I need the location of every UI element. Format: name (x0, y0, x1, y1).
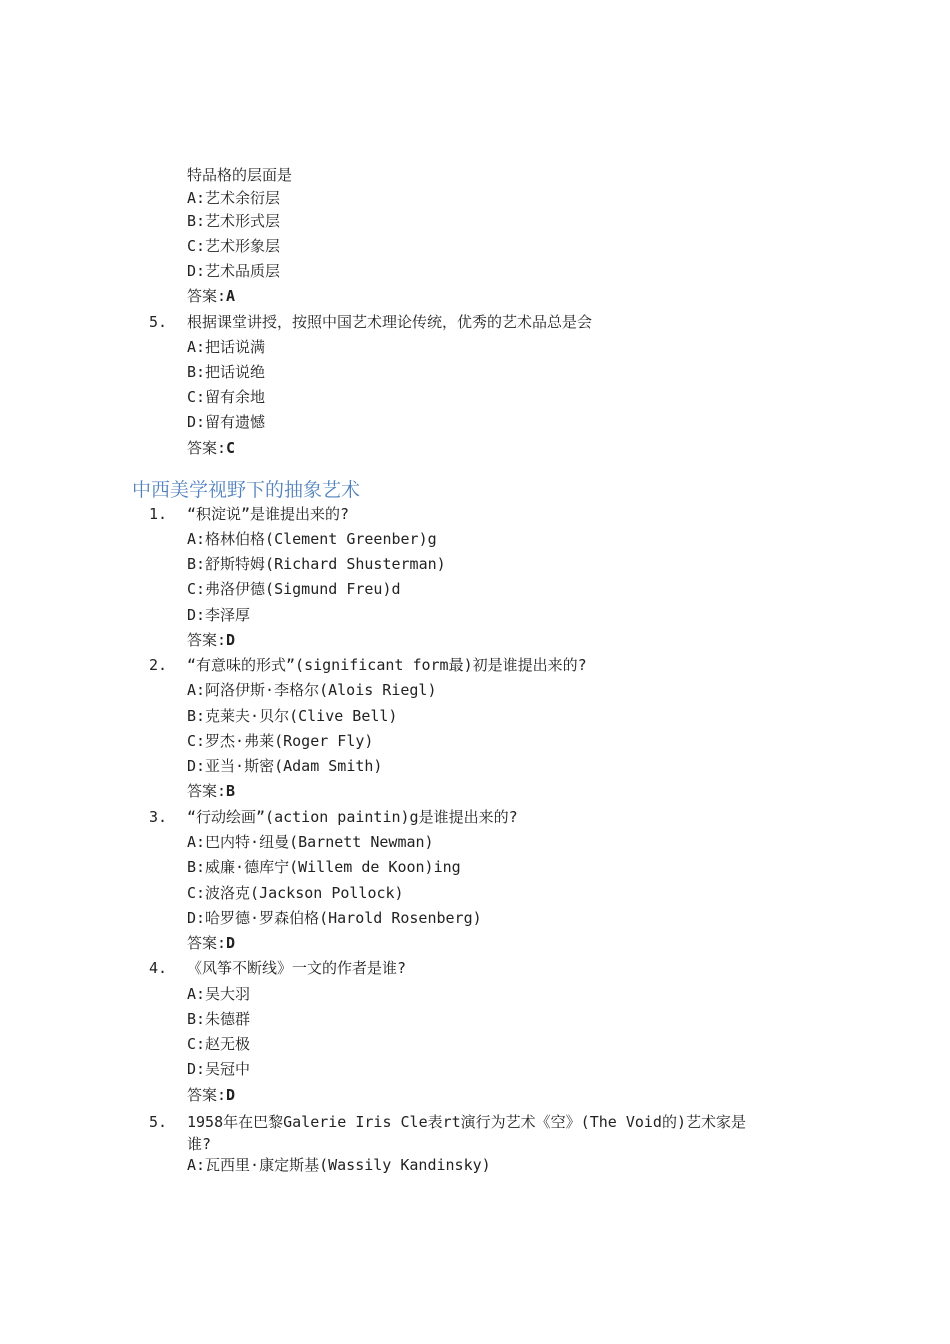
answer-label: 答案: (187, 439, 227, 457)
question-stem-line-2: 谁? (187, 1135, 212, 1153)
answer-line (187, 933, 235, 953)
option-d: D:哈罗德·罗森伯格(Harold Rosenberg) (187, 909, 482, 927)
question-stem: 根据课堂讲授，按照中国艺术理论传统，优秀的艺术品总是会 (187, 313, 593, 331)
answer-value: A (226, 287, 236, 305)
option-a: A:巴内特·纽曼(Barnett Newman) (187, 833, 434, 851)
answer-label: 答案: (187, 934, 227, 952)
option-c: C:弗洛伊德(Sigmund Freu)d (187, 580, 401, 598)
answer-label: 答案: (187, 1086, 227, 1104)
question-number: 1. (149, 505, 168, 523)
option-d: D:艺术品质层 (187, 262, 281, 280)
option-b: B:把话说绝 (187, 363, 266, 381)
answer-value: D (226, 934, 236, 952)
question-stem: “行动绘画”(action paintin)g是谁提出来的? (187, 808, 518, 826)
option-a: A:艺术余衍层 (187, 189, 281, 207)
option-a: A:把话说满 (187, 338, 266, 356)
option-d: D:吴冠中 (187, 1060, 251, 1078)
question-stem: 《风筝不断线》一文的作者是谁? (187, 959, 407, 977)
option-a: A:阿洛伊斯·李格尔(Alois Riegl) (187, 681, 437, 699)
option-c: C:艺术形象层 (187, 237, 281, 255)
answer-line (187, 438, 235, 458)
answer-value: D (226, 631, 236, 649)
option-d: D:亚当·斯密(Adam Smith) (187, 757, 383, 775)
question-number: 5. (149, 313, 168, 331)
answer-value: D (226, 1086, 236, 1104)
question-number: 2. (149, 656, 168, 674)
answer-label: 答案: (187, 782, 227, 800)
answer-value: B (226, 782, 236, 800)
option-d: D:李泽厚 (187, 606, 251, 624)
answer-line (187, 630, 235, 650)
option-a: A:瓦西里·康定斯基(Wassily Kandinsky) (187, 1156, 491, 1174)
answer-line (187, 781, 235, 801)
option-b: B:舒斯特姆(Richard Shusterman) (187, 555, 446, 573)
answer-label: 答案: (187, 631, 227, 649)
option-c: C:赵无极 (187, 1035, 251, 1053)
answer-value: C (226, 439, 236, 457)
option-b: B:朱德群 (187, 1010, 251, 1028)
option-a: A:吴大羽 (187, 985, 251, 1003)
question-stem: “有意味的形式”(significant form最)初是谁提出来的? (187, 656, 587, 674)
section-title: 中西美学视野下的抽象艺术 (132, 479, 361, 501)
option-b: B:艺术形式层 (187, 212, 281, 230)
option-c: C:留有余地 (187, 388, 266, 406)
option-c: C:罗杰·弗莱(Roger Fly) (187, 732, 374, 750)
answer-line (187, 1085, 235, 1105)
option-a: A:格林伯格(Clement Greenber)g (187, 530, 437, 548)
question-number: 5. (149, 1113, 168, 1131)
question-number: 4. (149, 959, 168, 977)
answer-line (187, 286, 235, 306)
question-stem: “积淀说”是谁提出来的? (187, 505, 350, 523)
question-number: 3. (149, 808, 168, 826)
question-stem-tail: 特品格的层面是 (187, 166, 293, 184)
option-b: B:克莱夫·贝尔(Clive Bell) (187, 707, 398, 725)
answer-label: 答案: (187, 287, 227, 305)
option-b: B:威廉·德库宁(Willem de Koon)ing (187, 858, 461, 876)
question-stem-line-1: 1958年在巴黎Galerie Iris Cle表rt演行为艺术《空》(The Void的)艺术家是 (187, 1113, 746, 1131)
option-c: C:波洛克(Jackson Pollock) (187, 884, 404, 902)
option-d: D:留有遗憾 (187, 413, 266, 431)
